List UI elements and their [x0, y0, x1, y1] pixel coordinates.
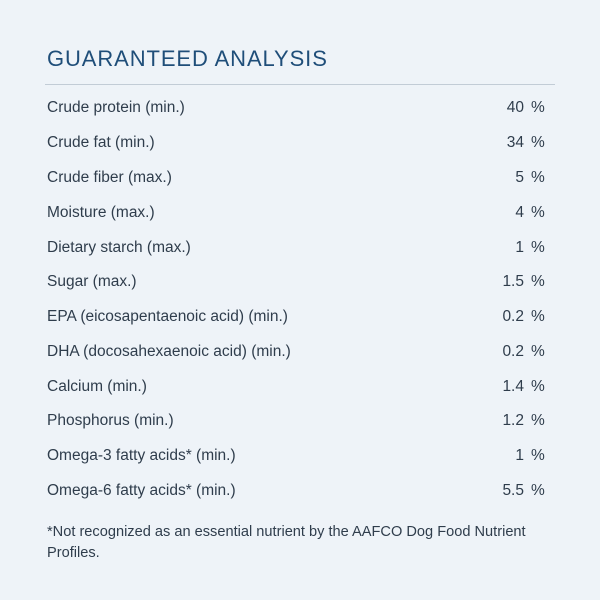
nutrient-label: Moisture (max.) — [47, 203, 155, 221]
nutrient-value: 34 — [506, 134, 524, 152]
nutrient-label: Calcium (min.) — [47, 377, 147, 395]
nutrient-unit: % — [531, 412, 545, 430]
nutrient-label: Omega-3 fatty acids* (min.) — [47, 447, 236, 465]
nutrient-value: 1.4 — [502, 377, 524, 395]
nutrient-unit: % — [531, 168, 545, 186]
nutrient-unit: % — [531, 99, 545, 117]
table-row — [45, 126, 555, 161]
nutrient-label: Crude fiber (max.) — [47, 168, 172, 186]
nutrient-unit: % — [531, 377, 545, 395]
table-row — [45, 195, 555, 230]
table-row — [45, 404, 555, 439]
nutrient-unit: % — [531, 238, 545, 256]
title-divider — [45, 84, 555, 85]
nutrient-value: 1 — [515, 238, 524, 256]
table-row — [45, 265, 555, 300]
nutrient-label: Sugar (max.) — [47, 273, 137, 291]
table-row — [45, 334, 555, 369]
nutrition-table — [45, 91, 555, 508]
nutrient-unit: % — [531, 481, 545, 499]
nutrient-unit: % — [531, 308, 545, 326]
footnote-text: *Not recognized as an essential nutrient by the AAFCO Dog Food Nutrient Profiles. — [47, 524, 526, 562]
nutrient-value: 1.5 — [502, 273, 524, 291]
nutrient-value: 40 — [506, 99, 524, 117]
nutrient-label: DHA (docosahexaenoic acid) (min.) — [47, 342, 291, 360]
table-row — [45, 300, 555, 335]
nutrient-label: Omega-6 fatty acids* (min.) — [47, 481, 236, 499]
nutrient-unit: % — [531, 134, 545, 152]
nutrient-label: Crude protein (min.) — [47, 99, 185, 117]
table-row — [45, 230, 555, 265]
nutrient-value: 1 — [515, 447, 524, 465]
page-title: GUARANTEED ANALYSIS — [47, 46, 328, 71]
nutrient-label: Dietary starch (max.) — [47, 238, 191, 256]
nutrient-label: Crude fat (min.) — [47, 134, 155, 152]
table-row — [45, 369, 555, 404]
nutrient-label: EPA (eicosapentaenoic acid) (min.) — [47, 308, 288, 326]
nutrient-value: 4 — [515, 203, 524, 221]
nutrient-unit: % — [531, 342, 545, 360]
table-row — [45, 474, 555, 509]
nutrient-label: Phosphorus (min.) — [47, 412, 174, 430]
table-row — [45, 91, 555, 126]
table-row — [45, 161, 555, 196]
nutrient-value: 0.2 — [502, 342, 524, 360]
nutrient-value: 0.2 — [502, 308, 524, 326]
nutrient-unit: % — [531, 203, 545, 221]
nutrient-value: 5.5 — [502, 481, 524, 499]
nutrient-unit: % — [531, 273, 545, 291]
nutrient-value: 5 — [515, 168, 524, 186]
nutrient-unit: % — [531, 447, 545, 465]
table-row — [45, 439, 555, 474]
nutrition-table-body — [45, 91, 555, 508]
nutrient-value: 1.2 — [502, 412, 524, 430]
